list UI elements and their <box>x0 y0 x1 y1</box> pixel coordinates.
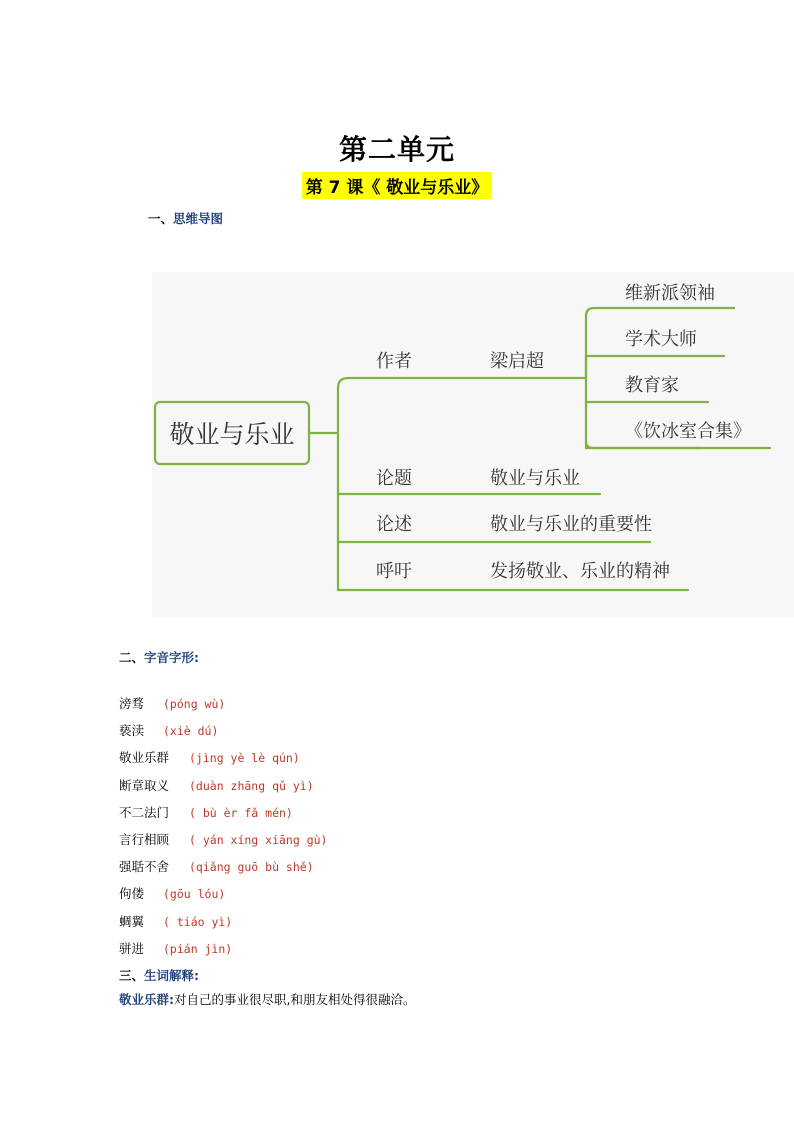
author-name: 梁启超 <box>490 351 544 372</box>
vocab-pinyin: ( yán xíng xiāng gù) <box>189 832 328 847</box>
explanation-definition: 对自己的事业很尽职,和朋友相处得很融洽。 <box>174 992 416 1007</box>
vocab-item <box>119 744 679 771</box>
vocab-item <box>119 826 679 853</box>
author-detail-1: 维新派领袖 <box>625 283 715 304</box>
vocab-pinyin: (qiǎng guō bù shě) <box>189 860 314 875</box>
vocab-item <box>119 690 679 717</box>
vocab-pinyin: (jìng yè lè qún) <box>189 751 300 766</box>
vocab-word: 蜩翼 <box>119 913 145 929</box>
vocab-word: 敬业乐群 <box>119 750 170 766</box>
section-heading-vocabulary <box>119 966 199 984</box>
section-label: 字音字形: <box>144 650 200 665</box>
vocab-word: 滂骛 <box>119 696 145 711</box>
vocab-pinyin: (duàn zhāng qǔ yì) <box>189 778 314 793</box>
vocab-item <box>119 799 679 826</box>
section-heading-pronunciation <box>119 648 199 666</box>
author-detail-4: 《饮冰室合集》 <box>625 421 751 442</box>
vocab-pinyin: (póng wù) <box>163 697 226 711</box>
vocab-item <box>119 935 679 962</box>
section-label: 思维导图 <box>173 211 224 226</box>
vocab-pinyin: ( bù èr fǎ mén) <box>189 805 293 820</box>
argument-label: 论述 <box>376 514 412 535</box>
section-number: 一、 <box>148 211 174 226</box>
appeal-value: 发扬敬业、乐业的精神 <box>490 561 670 582</box>
vocab-word: 亵渎 <box>119 723 145 739</box>
vocab-pinyin: (gōu lóu) <box>163 887 226 902</box>
vocab-word: 强聒不舍 <box>119 859 170 875</box>
vocab-word: 不二法门 <box>119 804 170 820</box>
lesson-title: 第 7 课《 敬业与乐业》 <box>302 172 493 199</box>
argument-value: 敬业与乐业的重要性 <box>490 514 652 535</box>
vocab-pinyin: ( tiáo yì) <box>163 914 233 929</box>
vocab-item <box>119 717 679 744</box>
vocab-item <box>119 853 679 880</box>
center-node-label: 敬业与乐业 <box>169 420 295 449</box>
mind-map <box>152 272 794 617</box>
detail-line-4 <box>586 442 770 448</box>
lesson-title-wrap <box>0 172 794 199</box>
section-label: 生词解释: <box>144 968 200 983</box>
vocab-item <box>119 772 679 799</box>
vocab-item <box>119 908 679 935</box>
vocab-item <box>119 880 679 907</box>
vocab-word: 骈进 <box>119 940 145 956</box>
unit-title: 第二单元 <box>338 133 455 166</box>
topic-label: 论题 <box>376 468 412 489</box>
author-label: 作者 <box>376 351 412 372</box>
vocab-word: 佝偻 <box>119 886 145 902</box>
section-number: 三、 <box>119 968 145 983</box>
appeal-label: 呼吁 <box>376 561 412 582</box>
topic-value: 敬业与乐业 <box>490 468 580 489</box>
author-detail-3: 教育家 <box>625 375 679 396</box>
section-number: 二、 <box>119 650 145 665</box>
vocab-list <box>119 690 679 962</box>
author-detail-2: 学术大师 <box>625 329 697 350</box>
explanation-term: 敬业乐群: <box>119 992 174 1007</box>
vocab-pinyin: (pián jìn) <box>163 941 233 956</box>
vocab-word: 言行相顾 <box>119 831 170 847</box>
vocab-word: 断章取义 <box>119 777 170 793</box>
vocab-pinyin: (xiè dú) <box>163 724 219 739</box>
word-explanation <box>119 990 415 1008</box>
section-heading-mindmap <box>148 209 223 227</box>
